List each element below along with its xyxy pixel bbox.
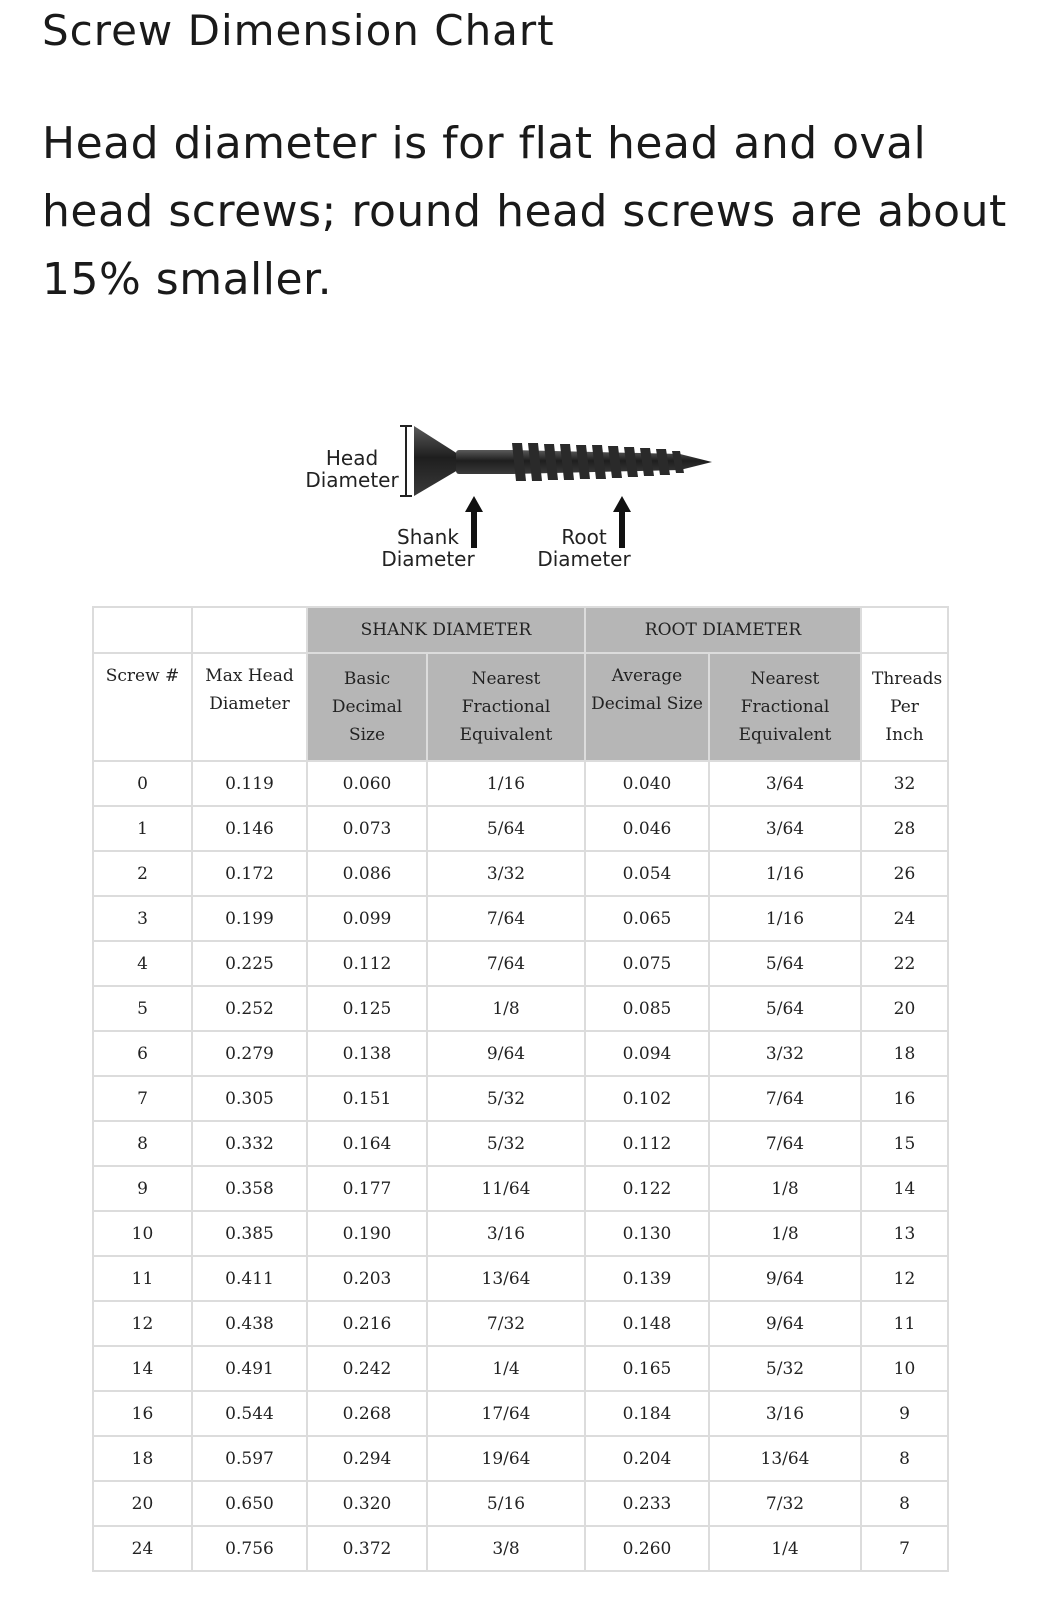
- shank-arrow: [465, 496, 483, 548]
- shank-fractional-cell: 5/16: [427, 1481, 585, 1526]
- threads-per-inch-cell: 20: [861, 986, 948, 1031]
- average-decimal-size-cell: 0.130: [585, 1211, 709, 1256]
- shank-fractional-cell: 13/64: [427, 1256, 585, 1301]
- average-decimal-size-cell: 0.075: [585, 941, 709, 986]
- threads-per-inch-cell: 16: [861, 1076, 948, 1121]
- root-diameter-group-header: ROOT DIAMETER: [585, 607, 861, 653]
- average-decimal-size-cell: 0.233: [585, 1481, 709, 1526]
- shank-fractional-cell: 7/32: [427, 1301, 585, 1346]
- basic-decimal-size-cell: 0.294: [307, 1436, 427, 1481]
- screw-number-cell: 1: [93, 806, 192, 851]
- root-fractional-cell: 13/64: [709, 1436, 861, 1481]
- screw-number-cell: 2: [93, 851, 192, 896]
- max-head-diameter-cell: 0.358: [192, 1166, 307, 1211]
- threads-per-inch-cell: 8: [861, 1481, 948, 1526]
- table-row: [93, 1346, 948, 1391]
- max-head-diameter-cell: 0.544: [192, 1391, 307, 1436]
- root-fractional-cell: 1/4: [709, 1526, 861, 1571]
- max-head-diameter-cell: 0.332: [192, 1121, 307, 1166]
- threads-per-inch-cell: 22: [861, 941, 948, 986]
- shank-diameter-group-header: SHANK DIAMETER: [307, 607, 585, 653]
- max-head-diameter-cell: 0.199: [192, 896, 307, 941]
- basic-decimal-size-cell: 0.216: [307, 1301, 427, 1346]
- shank-fractional-cell: 1/4: [427, 1346, 585, 1391]
- screw-number-cell: 12: [93, 1301, 192, 1346]
- screw-number-cell: 20: [93, 1481, 192, 1526]
- threads-per-inch-cell: 18: [861, 1031, 948, 1076]
- threads-per-inch-cell: 26: [861, 851, 948, 896]
- shank-fractional-cell: 1/16: [427, 761, 585, 806]
- average-decimal-size-cell: 0.040: [585, 761, 709, 806]
- basic-decimal-size-cell: 0.060: [307, 761, 427, 806]
- threads-per-inch-cell: 32: [861, 761, 948, 806]
- col-header-root-fraction: Nearest Fractional Equivalent: [709, 653, 861, 761]
- average-decimal-size-cell: 0.065: [585, 896, 709, 941]
- root-fractional-cell: 7/64: [709, 1121, 861, 1166]
- max-head-diameter-cell: 0.225: [192, 941, 307, 986]
- root-diameter-label-1: Root: [561, 525, 607, 549]
- table-row: [93, 896, 948, 941]
- average-decimal-size-cell: 0.094: [585, 1031, 709, 1076]
- shank-diameter-label-2: Diameter: [381, 547, 475, 571]
- col-header-shank-fraction: Nearest Fractional Equivalent: [427, 653, 585, 761]
- threads-per-inch-cell: 10: [861, 1346, 948, 1391]
- max-head-diameter-cell: 0.305: [192, 1076, 307, 1121]
- screw-number-cell: 4: [93, 941, 192, 986]
- shank-fractional-cell: 5/64: [427, 806, 585, 851]
- threads-per-inch-cell: 7: [861, 1526, 948, 1571]
- max-head-diameter-cell: 0.172: [192, 851, 307, 896]
- basic-decimal-size-cell: 0.112: [307, 941, 427, 986]
- shank-fractional-cell: 1/8: [427, 986, 585, 1031]
- threads-per-inch-cell: 14: [861, 1166, 948, 1211]
- page-title: Screw Dimension Chart: [42, 6, 555, 55]
- screw-number-cell: 6: [93, 1031, 192, 1076]
- average-decimal-size-cell: 0.148: [585, 1301, 709, 1346]
- shank-fractional-cell: 19/64: [427, 1436, 585, 1481]
- average-decimal-size-cell: 0.112: [585, 1121, 709, 1166]
- average-decimal-size-cell: 0.139: [585, 1256, 709, 1301]
- threads-per-inch-cell: 15: [861, 1121, 948, 1166]
- threads-per-inch-cell: 24: [861, 896, 948, 941]
- average-decimal-size-cell: 0.102: [585, 1076, 709, 1121]
- shank-fractional-cell: 5/32: [427, 1076, 585, 1121]
- table-column-header-row: [93, 653, 948, 761]
- basic-decimal-size-cell: 0.164: [307, 1121, 427, 1166]
- shank-fractional-cell: 17/64: [427, 1391, 585, 1436]
- shank-fractional-cell: 3/16: [427, 1211, 585, 1256]
- basic-decimal-size-cell: 0.320: [307, 1481, 427, 1526]
- screw-threads: [512, 443, 684, 481]
- screw-number-cell: 16: [93, 1391, 192, 1436]
- screw-number-cell: 0: [93, 761, 192, 806]
- root-arrow: [613, 496, 631, 548]
- head-diameter-label-1: Head: [325, 446, 379, 470]
- screw-number-cell: 10: [93, 1211, 192, 1256]
- table-row: [93, 1481, 948, 1526]
- table-row: [93, 1436, 948, 1481]
- basic-decimal-size-cell: 0.203: [307, 1256, 427, 1301]
- screw-diagram: [300, 420, 740, 580]
- root-fractional-cell: 3/64: [709, 761, 861, 806]
- table-row: [93, 1391, 948, 1436]
- empty-header-cell: [192, 607, 307, 653]
- root-fractional-cell: 9/64: [709, 1256, 861, 1301]
- root-fractional-cell: 7/32: [709, 1481, 861, 1526]
- max-head-diameter-cell: 0.491: [192, 1346, 307, 1391]
- table-row: [93, 806, 948, 851]
- root-fractional-cell: 1/16: [709, 851, 861, 896]
- basic-decimal-size-cell: 0.372: [307, 1526, 427, 1571]
- average-decimal-size-cell: 0.054: [585, 851, 709, 896]
- shank-fractional-cell: 3/8: [427, 1526, 585, 1571]
- shank-diameter-label-1: Shank: [397, 525, 459, 549]
- root-fractional-cell: 1/16: [709, 896, 861, 941]
- basic-decimal-size-cell: 0.242: [307, 1346, 427, 1391]
- screw-number-cell: 9: [93, 1166, 192, 1211]
- screw-number-cell: 14: [93, 1346, 192, 1391]
- table-row: [93, 1031, 948, 1076]
- table-group-header-row: [93, 607, 948, 653]
- max-head-diameter-cell: 0.279: [192, 1031, 307, 1076]
- root-diameter-label-2: Diameter: [537, 547, 631, 571]
- root-fractional-cell: 3/16: [709, 1391, 861, 1436]
- root-fractional-cell: 5/32: [709, 1346, 861, 1391]
- screw-number-cell: 5: [93, 986, 192, 1031]
- basic-decimal-size-cell: 0.099: [307, 896, 427, 941]
- col-header-screw: Screw #: [93, 653, 192, 761]
- root-fractional-cell: 7/64: [709, 1076, 861, 1121]
- threads-per-inch-cell: 9: [861, 1391, 948, 1436]
- table-row: [93, 761, 948, 806]
- table-body: [93, 761, 948, 1571]
- average-decimal-size-cell: 0.184: [585, 1391, 709, 1436]
- screw-number-cell: 7: [93, 1076, 192, 1121]
- max-head-diameter-cell: 0.411: [192, 1256, 307, 1301]
- shank-fractional-cell: 11/64: [427, 1166, 585, 1211]
- max-head-diameter-cell: 0.119: [192, 761, 307, 806]
- empty-header-cell: [93, 607, 192, 653]
- table-row: [93, 851, 948, 896]
- average-decimal-size-cell: 0.046: [585, 806, 709, 851]
- empty-header-cell: [861, 607, 948, 653]
- max-head-diameter-cell: 0.438: [192, 1301, 307, 1346]
- head-diameter-bracket: [400, 426, 412, 496]
- max-head-diameter-cell: 0.252: [192, 986, 307, 1031]
- table-row: [93, 1076, 948, 1121]
- root-fractional-cell: 1/8: [709, 1166, 861, 1211]
- head-diameter-label-2: Diameter: [305, 468, 399, 492]
- basic-decimal-size-cell: 0.138: [307, 1031, 427, 1076]
- table-row: [93, 1166, 948, 1211]
- root-fractional-cell: 5/64: [709, 941, 861, 986]
- root-fractional-cell: 3/64: [709, 806, 861, 851]
- threads-per-inch-cell: 8: [861, 1436, 948, 1481]
- screw-number-cell: 3: [93, 896, 192, 941]
- max-head-diameter-cell: 0.650: [192, 1481, 307, 1526]
- table-row: [93, 1121, 948, 1166]
- table-row: [93, 941, 948, 986]
- table-row: [93, 986, 948, 1031]
- average-decimal-size-cell: 0.165: [585, 1346, 709, 1391]
- root-fractional-cell: 3/32: [709, 1031, 861, 1076]
- screw-dimension-table: [92, 606, 949, 1572]
- basic-decimal-size-cell: 0.177: [307, 1166, 427, 1211]
- basic-decimal-size-cell: 0.086: [307, 851, 427, 896]
- screw-number-cell: 11: [93, 1256, 192, 1301]
- root-fractional-cell: 9/64: [709, 1301, 861, 1346]
- threads-per-inch-cell: 12: [861, 1256, 948, 1301]
- threads-per-inch-cell: 28: [861, 806, 948, 851]
- col-header-basic-decimal: Basic Decimal Size: [307, 653, 427, 761]
- root-fractional-cell: 1/8: [709, 1211, 861, 1256]
- screw-number-cell: 18: [93, 1436, 192, 1481]
- col-header-max-head: Max Head Diameter: [192, 653, 307, 761]
- screw-number-cell: 24: [93, 1526, 192, 1571]
- shank-fractional-cell: 7/64: [427, 896, 585, 941]
- basic-decimal-size-cell: 0.125: [307, 986, 427, 1031]
- max-head-diameter-cell: 0.385: [192, 1211, 307, 1256]
- average-decimal-size-cell: 0.260: [585, 1526, 709, 1571]
- table-row: [93, 1256, 948, 1301]
- basic-decimal-size-cell: 0.151: [307, 1076, 427, 1121]
- shank-fractional-cell: 9/64: [427, 1031, 585, 1076]
- shank-fractional-cell: 5/32: [427, 1121, 585, 1166]
- max-head-diameter-cell: 0.756: [192, 1526, 307, 1571]
- average-decimal-size-cell: 0.122: [585, 1166, 709, 1211]
- average-decimal-size-cell: 0.085: [585, 986, 709, 1031]
- screw-illustration: [414, 426, 712, 496]
- basic-decimal-size-cell: 0.190: [307, 1211, 427, 1256]
- shank-fractional-cell: 7/64: [427, 941, 585, 986]
- col-header-avg-decimal: Average Decimal Size: [585, 653, 709, 761]
- root-fractional-cell: 5/64: [709, 986, 861, 1031]
- basic-decimal-size-cell: 0.268: [307, 1391, 427, 1436]
- table-row: [93, 1211, 948, 1256]
- threads-per-inch-cell: 11: [861, 1301, 948, 1346]
- table-row: [93, 1301, 948, 1346]
- average-decimal-size-cell: 0.204: [585, 1436, 709, 1481]
- max-head-diameter-cell: 0.597: [192, 1436, 307, 1481]
- basic-decimal-size-cell: 0.073: [307, 806, 427, 851]
- shank-fractional-cell: 3/32: [427, 851, 585, 896]
- max-head-diameter-cell: 0.146: [192, 806, 307, 851]
- table-row: [93, 1526, 948, 1571]
- col-header-threads: Threads Per Inch: [861, 653, 948, 761]
- head-diameter-note: Head diameter is for flat head and oval head screws; round head screws are about 15% smaller.: [42, 118, 1007, 305]
- screw-number-cell: 8: [93, 1121, 192, 1166]
- threads-per-inch-cell: 13: [861, 1211, 948, 1256]
